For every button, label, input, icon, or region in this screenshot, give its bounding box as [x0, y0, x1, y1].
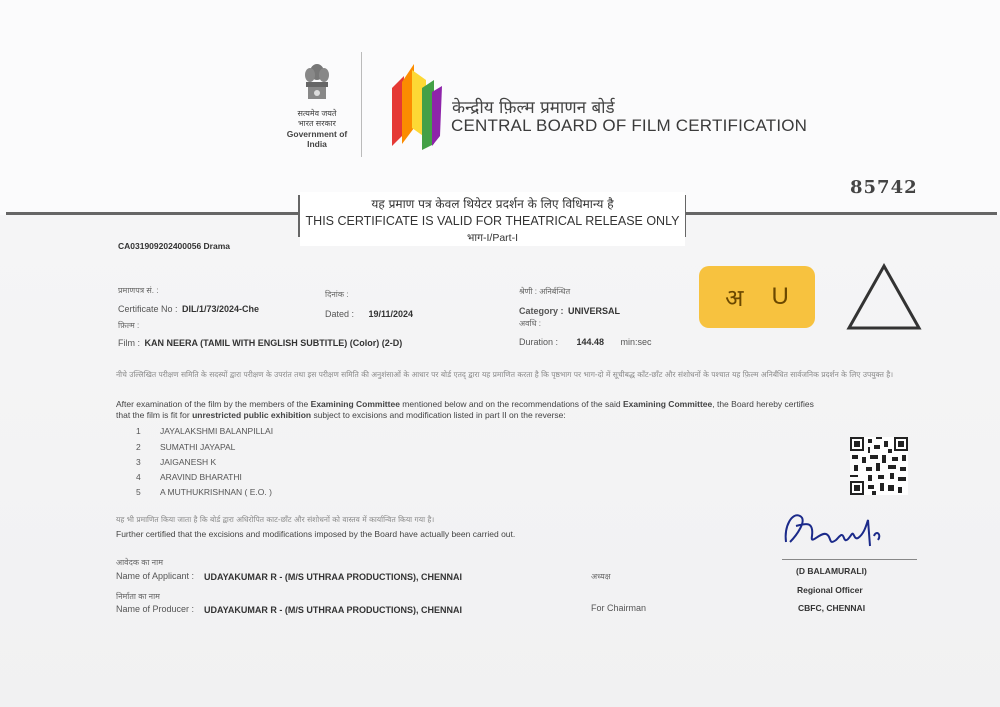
member-name: JAYALAKSHMI BALANPILLAI: [160, 426, 274, 436]
header-divider: [361, 52, 362, 157]
triangle-symbol-icon: [845, 262, 923, 332]
signatory-name: (D BALAMURALI): [796, 566, 867, 576]
signatory-office: CBFC, CHENNAI: [798, 603, 866, 613]
rule-right: [685, 212, 997, 215]
further-text-english: Further certified that the excisions and modifications imposed by the Board have actually been carried out.: [116, 529, 516, 539]
para-part-5: subject to excisions and modification listed in part II on the reverse:: [311, 410, 566, 420]
para-part-4: that the film is fit for: [116, 410, 193, 420]
certification-text-english: [116, 399, 916, 421]
member-name: A MUTHUKRISHNAN ( E.O. ): [160, 487, 272, 497]
applicant-value: UDAYAKUMAR R - (M/S UTHRAA PRODUCTIONS), CHENNAI: [204, 572, 463, 582]
para-committee-2: Examining Committee: [622, 399, 713, 409]
producer-label-hindi: निर्माता का नाम: [116, 592, 160, 601]
emblem-motto: सत्यमेव जयते: [297, 109, 337, 118]
date-label: Dated :: [325, 309, 355, 319]
cert-row: [118, 299, 259, 317]
category-value: UNIVERSAL: [567, 306, 620, 316]
rule-left: [6, 212, 300, 215]
serial-number: 85742: [850, 177, 918, 198]
category-row: [519, 301, 620, 319]
duration-row: [519, 332, 651, 350]
validity-box: [300, 192, 685, 246]
chairman-english: For Chairman: [591, 603, 647, 613]
date-value: 19/11/2024: [368, 309, 414, 319]
para-part-2: mentioned below and on the recommendations of the said: [399, 399, 623, 409]
signature: [778, 506, 888, 558]
cert-value: DIL/1/73/2024-Che: [181, 304, 260, 314]
producer-value: UDAYAKUMAR R - (M/S UTHRAA PRODUCTIONS), CHENNAI: [204, 605, 463, 615]
board-name-hindi: केन्द्रीय फ़िल्म प्रमाणन बोर्ड: [452, 98, 615, 118]
film-label-hindi: फ़िल्म :: [118, 321, 140, 330]
signatory-title: Regional Officer: [797, 585, 863, 595]
validity-english: THIS CERTIFICATE IS VALID FOR THEATRICAL RELEASE ONLY: [305, 214, 680, 228]
date-row: [325, 304, 413, 322]
para-committee: Examining Committee: [310, 399, 400, 409]
further-text-hindi: यह भी प्रमाणित किया जाता है कि बोर्ड द्वारा अधिरोपित काट-छाँट और संशोधनों को वास्तव में कार्यान्वित किया गया है।: [116, 515, 435, 524]
validity-hindi: यह प्रमाण पत्र केवल थियेटर प्रदर्शन के लिए विधिमान्य है: [371, 197, 614, 211]
duration-label-hindi: अवधि :: [519, 319, 541, 328]
category-label-hindi: श्रेणी : अनिर्बन्धित: [519, 287, 571, 296]
ashoka-emblem-icon: [300, 62, 334, 106]
member-4: 4 ARAVIND BHARATHI: [136, 472, 242, 482]
member-name: ARAVIND BHARATHI: [160, 472, 242, 482]
emblem-english: Government of India: [286, 129, 348, 149]
rating-english: U: [771, 283, 789, 310]
film-row: [118, 333, 402, 351]
reference-number: CA031909202400056 Drama: [118, 241, 231, 251]
cert-label: Certificate No :: [118, 304, 178, 314]
rating-badge: [699, 266, 815, 328]
film-value: KAN NEERA (TAMIL WITH ENGLISH SUBTITLE) (Color) (2-D): [144, 338, 403, 348]
part-label: भाग-I/Part-I: [466, 232, 518, 244]
para-bold: unrestricted public exhibition: [192, 410, 312, 420]
date-label-hindi: दिनांक :: [325, 290, 349, 299]
para-part-1: After examination of the film by the members of the: [116, 399, 311, 409]
member-name: SUMATHI JAYAPAL: [160, 442, 236, 452]
emblem-hindi: भारत सरकार: [298, 119, 336, 128]
applicant-label: Name of Applicant :: [116, 571, 195, 581]
film-label: Film :: [118, 338, 140, 348]
cert-label-hindi: प्रमाणपत्र सं. :: [118, 286, 159, 295]
duration-label: Duration :: [519, 337, 559, 347]
rating-hindi: अ: [725, 284, 744, 312]
producer-label: Name of Producer :: [116, 604, 195, 614]
applicant-label-hindi: आवेदक का नाम: [116, 558, 163, 567]
category-label: Category :: [519, 306, 564, 316]
duration-value: 144.48: [576, 337, 605, 347]
member-3: 3 JAIGANESH K: [136, 457, 217, 467]
member-name: JAIGANESH K: [160, 457, 217, 467]
member-1: 1 JAYALAKSHMI BALANPILLAI: [136, 426, 274, 436]
certification-text-hindi: नीचे उल्लिखित परीक्षण समिति के सदस्यों द्वारा परीक्षण के उपरांत तथा इस परीक्षण समिति की अनुशंसाओं के आधार पर बोर्ड एतद् द्वारा यह प्रमाणित करता है कि पृष्ठभाग पर भाग-दो में सूचीबद्ध काँट-छाँट और संशोधनों के पश्चात यह फ़िल्म अनिर्बंधित सार्वजनिक प्रदर्शन के लिए उपयुक्त है।: [116, 370, 894, 379]
para-part-3: , the Board hereby certifies: [712, 399, 814, 409]
board-name-english: CENTRAL BOARD OF FILM CERTIFICATION: [451, 116, 808, 135]
qr-code-icon: [850, 437, 908, 495]
member-5: 5 A MUTHUKRISHNAN ( E.O. ): [136, 487, 272, 497]
duration-unit: min:sec: [620, 337, 652, 347]
member-2: 2 SUMATHI JAYAPAL: [136, 442, 236, 452]
chairman-hindi: अध्यक्ष: [591, 572, 611, 581]
cbfc-logo-icon: [388, 58, 444, 153]
signature-line: [782, 559, 917, 560]
government-emblem: [282, 62, 352, 149]
